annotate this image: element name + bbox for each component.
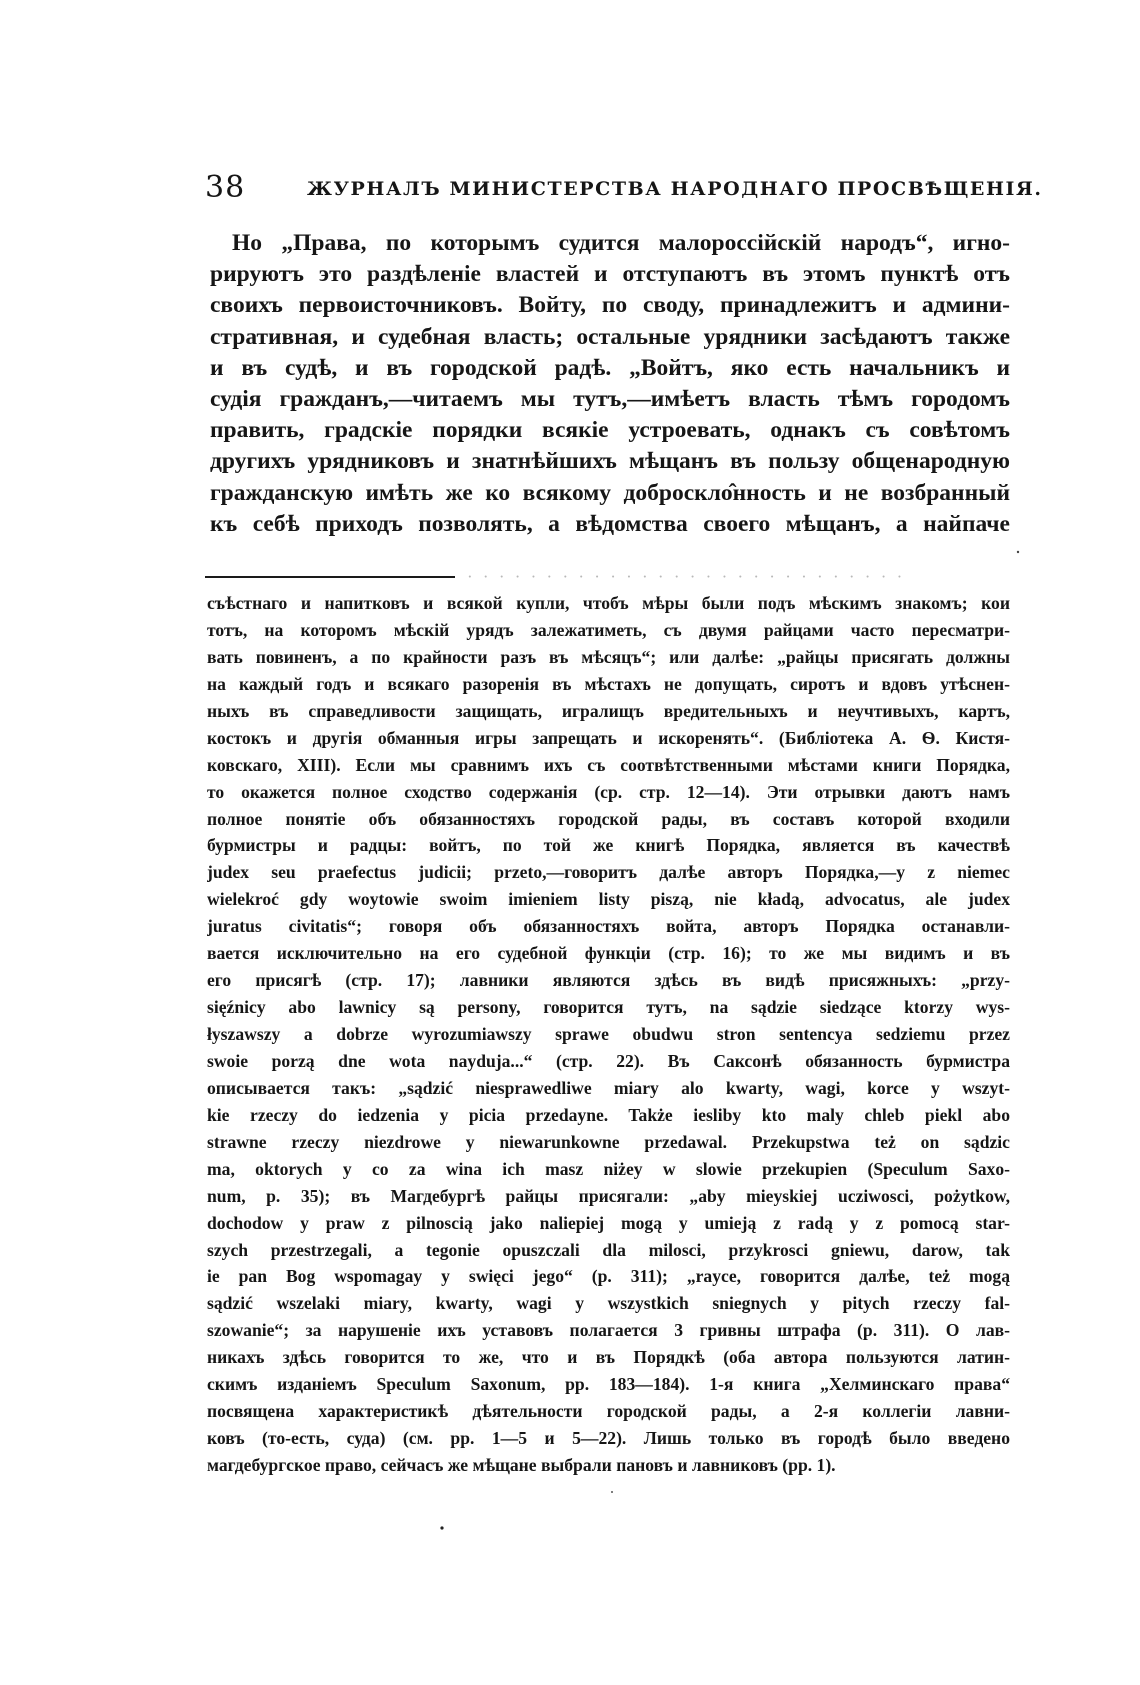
footnote-line: szych przestrzegali, a tegonie opuszczali dla miloscі, przykrosci gniewu, darow, tak	[207, 1239, 1010, 1260]
footnote-line: ныхъ въ справедливости защищать, игралищъ вредительныхъ и неучтивыхъ, картъ,	[207, 700, 1010, 721]
footnote-line: sięźnicy abo lawnicy są persony, говорится тутъ, na sądzie siedzące ktorzy wys-	[207, 997, 1010, 1018]
footnote-line: съѣстнаго и напитковъ и всякой купли, чтобъ мѣры были подъ мѣскимъ знакомъ; кои	[207, 593, 1010, 613]
main-text-line: стративная, и судебная власть; остальные урядники засѣдаютъ также	[210, 323, 1010, 350]
main-text-line: Но „Права, по которымъ судится малороссійскій народъ“, игно-	[232, 230, 1010, 256]
footnote-line: kie rzeczy do iedzenia y picia przedayne. Także iesliby kto maly chleb piekl abo	[207, 1104, 1010, 1125]
main-text-line: рируютъ это раздѣленіе властей и отступаютъ въ этомъ пунктѣ отъ	[210, 261, 1010, 288]
footnote-line: скимъ изданіемъ Speculum Saxonum, pp. 183—184). 1-я книга „Хелминскаго права“	[207, 1374, 1010, 1395]
footnote-line: бурмистры и радцы: войтъ, по той же книгѣ Порядка, является въ качествѣ	[207, 835, 1010, 856]
footnote-line: описывается такъ: „sądzić niesprawedliwe miary alo kwarty, wagi, korce y wszyt-	[207, 1077, 1010, 1098]
main-text-line: своихъ первоисточниковъ. Войту, по своду, принадлежитъ и админи-	[210, 292, 1010, 319]
footnote-line: juratus civitatis“; говоря объ обязанностяхъ войта, авторъ Порядка останавли-	[207, 916, 1010, 937]
footnote-separator	[205, 567, 1013, 587]
footnote-line: то окажется полное сходство содержанія (ср. стр. 12—14). Эти отрывки даютъ намъ	[207, 781, 1010, 802]
main-text-block	[210, 228, 1010, 540]
footnote-line: тотъ, на которомъ мѣскій урядъ залежатиметь, съ двумя райцами часто пересматри-	[207, 619, 1010, 640]
footnote-line: num, p. 35); въ Магдебургѣ райцы присягали: „aby mieyskiej ucziwosci, pożytkow,	[207, 1185, 1010, 1206]
main-text-line: судія гражданъ,—читаемъ мы тутъ,—имѣетъ власть тѣмъ городомъ	[210, 385, 1010, 412]
footnote-line: judex seu praefectus judicii; przeto,—говоритъ далѣе авторъ Порядка,—y z niemec	[207, 862, 1010, 883]
page-header	[205, 170, 1043, 206]
footnote-line: dochodow y praw z pilnoscią jako naliepiej mogą y umieją z radą y z pomocą star-	[207, 1212, 1010, 1233]
footnote-line: szowanie“; за нарушеніе ихъ уставовъ полагается 3 гривны штрафа (p. 311). О лав-	[207, 1320, 1010, 1341]
footnote-line: никахъ здѣсь говорится то же, что и въ Порядкѣ (оба автора пользуются латин-	[207, 1347, 1010, 1368]
footnote-line: łyszawszy a dobrze wyrozumiawszy sprawe obudwu stron sentencya sedziemu przez	[207, 1024, 1010, 1044]
footnote-line: swoie porzą dne wota nayduja...“ (стр. 22). Въ Саксонѣ обязанность бурмистра	[207, 1050, 1010, 1071]
main-text-line: править, градскіе порядки всякіе устроевать, однакъ съ совѣтомъ	[210, 417, 1010, 444]
footnote-line: на каждый годъ и всякаго разоренія въ мѣстахъ не допущать, сиротъ и вдовъ утѣснен-	[207, 673, 1010, 694]
footnote-rule	[205, 576, 455, 578]
footnote-line: ковскаго, XIII). Если мы сравнимъ ихъ съ соотвѣтственными мѣстами книги Порядка,	[207, 754, 1010, 775]
footnote-line: sądzić wszelaki miary, kwarty, wagi y wszystkich sniegnych y pitych rzeczy fal-	[207, 1293, 1010, 1314]
footnote-line: полное понятіе объ обязанностяхъ городской рады, въ составъ которой входили	[207, 808, 1010, 829]
main-text-line: гражданскую имѣть же ко всякому доброскло̂нность и не возбранный	[210, 479, 1010, 506]
bleed-through-text: · · · · · · · · · · · · · · · · · · · · · · · · · · · ·	[467, 567, 906, 586]
footnote-line: strawne rzeczy niezdrowe y niewarunkowne przedawal. Przekupstwa też on sądzic	[207, 1131, 1010, 1152]
footnote-line: ma, oktorych y co za wina ich masz niżey w slowie przekupien (Speculum Saxo-	[207, 1158, 1010, 1179]
main-text-line: и въ судѣ, и въ городской радѣ. „Войтъ, яко есть начальникъ и	[210, 354, 1010, 381]
main-text-line: другихъ урядниковъ и знатнѣйшихъ мѣщанъ въ пользу общенародную	[210, 448, 1010, 475]
running-title: ЖУРНАЛЪ МИНИСТЕРСТВА НАРОДНАГО ПРОСВѢЩЕНІЯ.	[307, 178, 1043, 200]
main-text-line: къ себѣ приходъ позволять, а вѣдомства своего мѣщанъ, а найпаче	[210, 510, 1010, 537]
footnote-line: посвящена характеристикѣ дѣятельности городской рады, а 2-я коллегіи лавни-	[207, 1401, 1010, 1422]
footnote-line: ковъ (то-есть, суда) (см. pp. 1—5 и 5—22). Лишь только въ городѣ было введено	[207, 1428, 1010, 1449]
footnote-line: его присягѣ (стр. 17); лавники являются здѣсь въ видѣ присяжныхъ: „przy-	[207, 970, 1010, 991]
footnote-line: wielekroć gdy woytowie swoim imieniem listy piszą, nie kładą, advocatus, ale judex	[207, 889, 1010, 910]
footnote-line: вается исключительно на его судебной функціи (стр. 16); то же мы видимъ и въ	[207, 943, 1010, 964]
page-number: 38	[205, 170, 246, 205]
footnote-line: костокъ и другія обманныя игры запрещать и искоренять“. (Библіотека А. Ѳ. Кистя-	[207, 727, 1010, 748]
footnote-line: вать повиненъ, а по крайности разъ въ мѣсяцъ“; или далѣе: „райцы присягать должны	[207, 646, 1010, 667]
footnote-line: магдебургское право, сейчасъ же мѣщане выбрали пановъ и лавниковъ (pp. 1).	[207, 1455, 836, 1475]
footnote-line: ie pan Bog wspomagay y swięci jego“ (p. 311); „rayce, говорится далѣе, też mogą	[207, 1266, 1010, 1287]
footnote-block	[207, 590, 1010, 1479]
